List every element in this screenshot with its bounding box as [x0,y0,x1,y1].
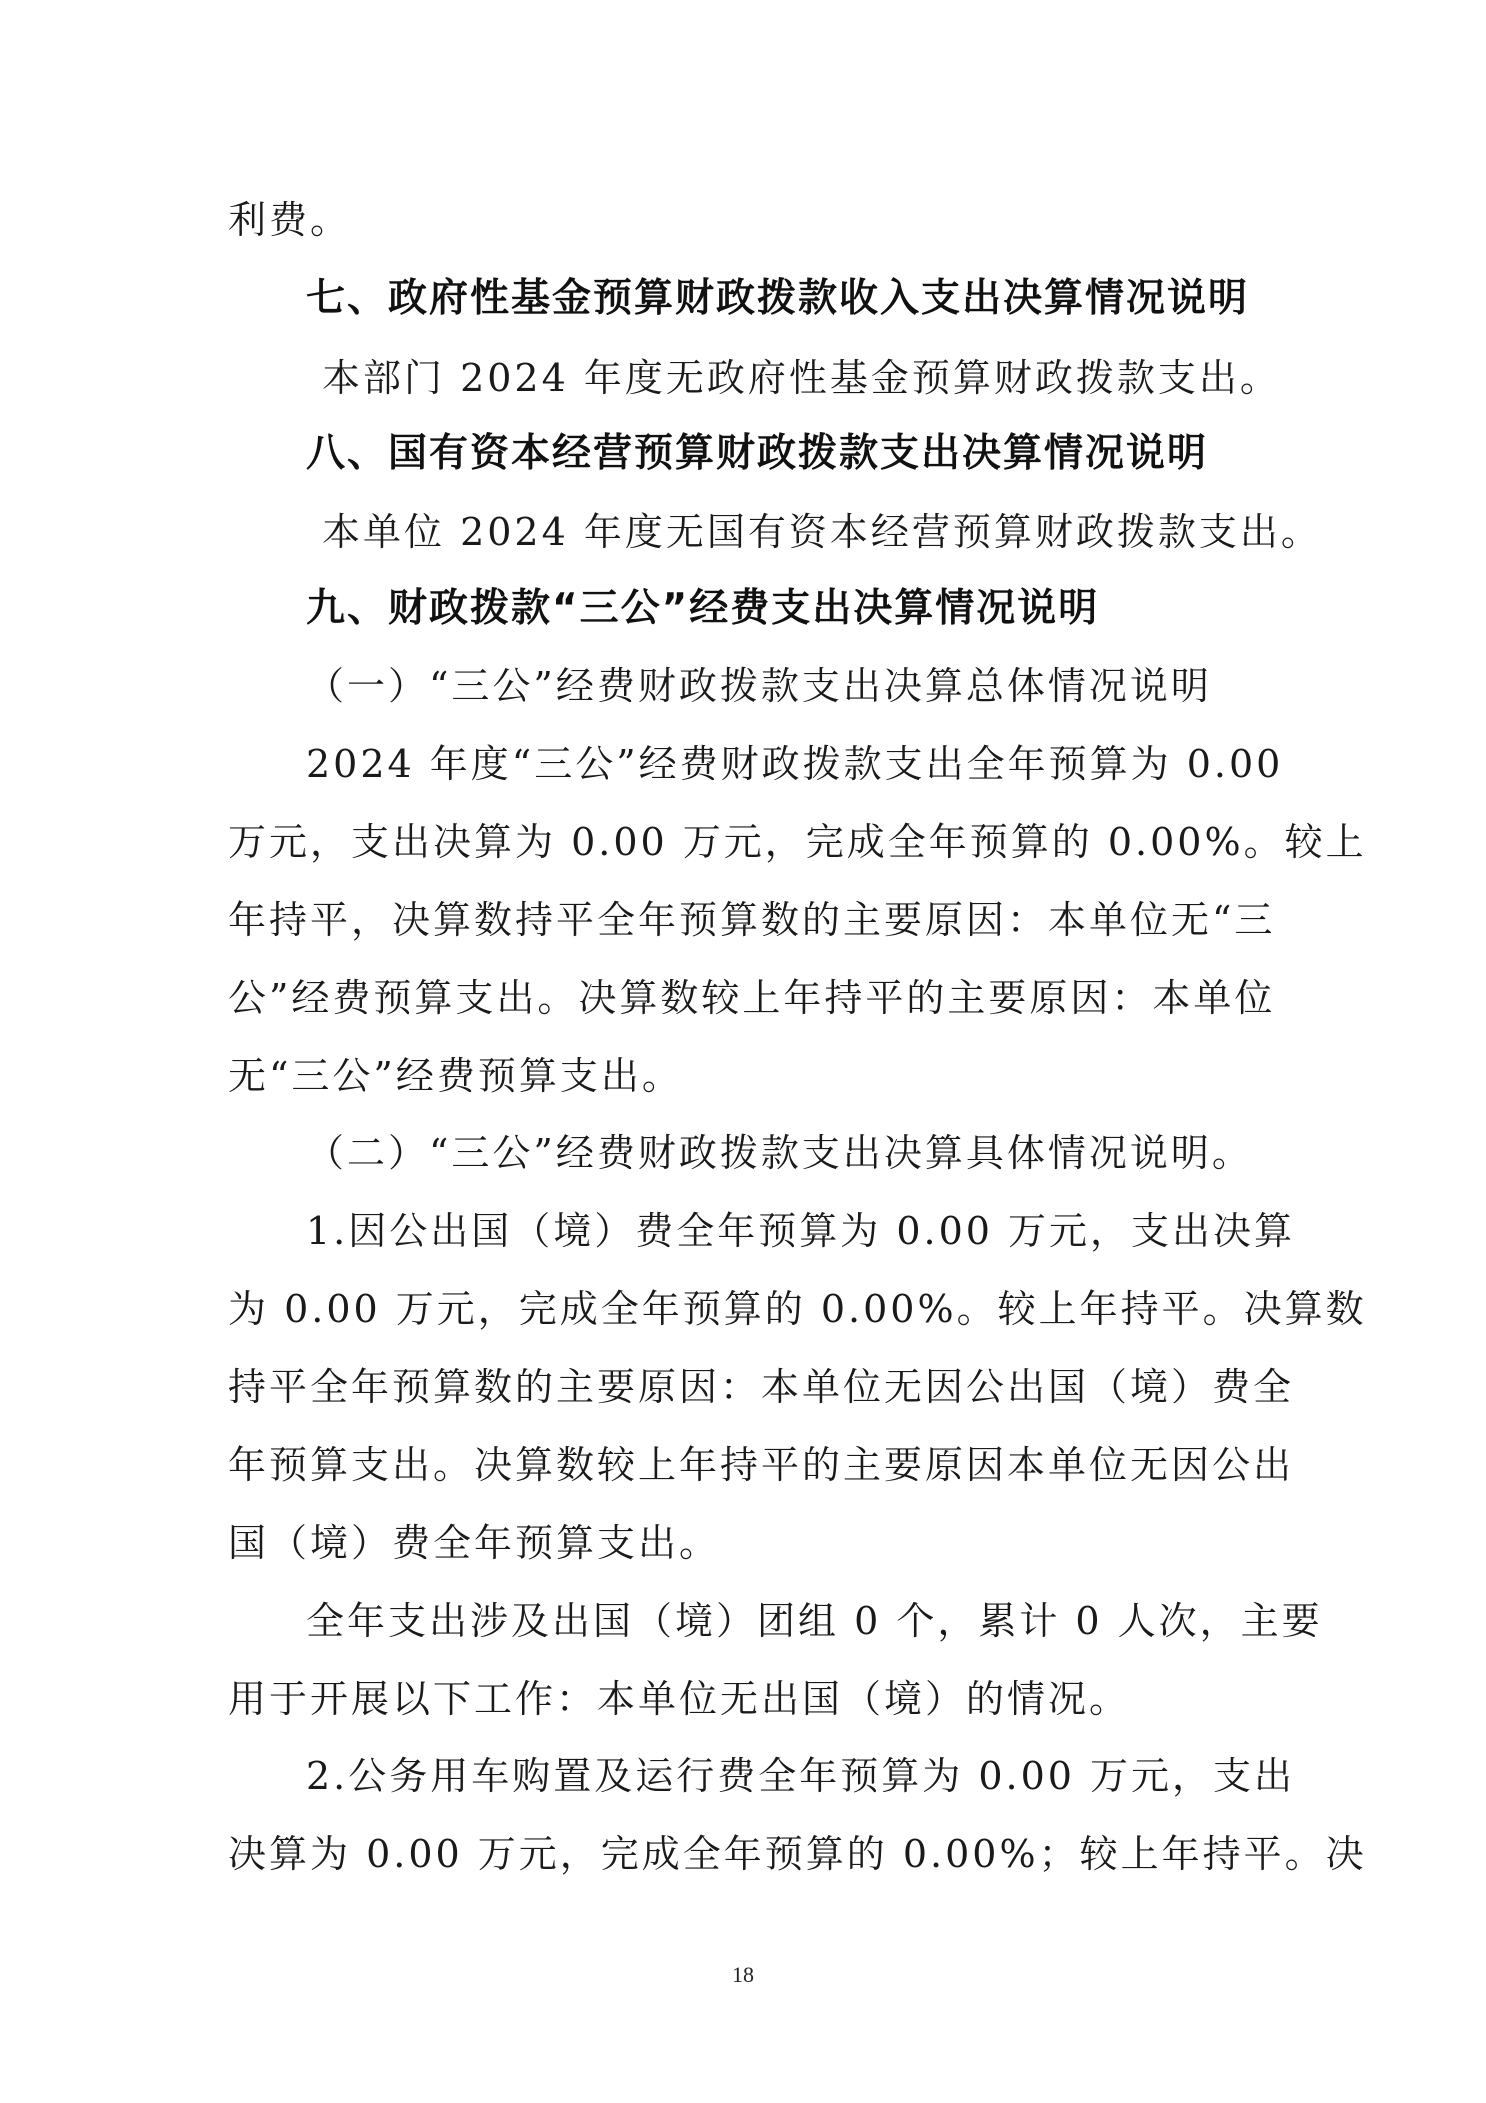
text-line: 全年支出涉及出国（境）团组 0 个，累计 0 人次，主要 [306,1599,1323,1643]
text-line: 年预算支出。决算数较上年持平的主要原因本单位无因公出 [228,1443,1295,1487]
text-line: 持平全年预算数的主要原因：本单位无因公出国（境）费全 [228,1365,1295,1409]
text-line: 国（境）费全年预算支出。 [228,1521,721,1565]
text-line: 2024 年度“三公”经费财政拨款支出全年预算为 0.00 [306,742,1284,786]
text-line: 利费。 [228,198,352,242]
text-line: 本部门 2024 年度无政府性基金预算财政拨款支出。 [322,356,1281,400]
section-heading: 九、财政拨款“三公”经费支出决算情况说明 [306,586,1100,631]
section-heading: 七、政府性基金预算财政拨款收入支出决算情况说明 [306,276,1250,321]
text-line: 年持平，决算数持平全年预算数的主要原因：本单位无“三 [228,898,1276,942]
text-line: 决算为 0.00 万元，完成全年预算的 0.00%；较上年持平。决 [228,1832,1367,1876]
text-line: 本单位 2024 年度无国有资本经营预算财政拨款支出。 [322,510,1322,554]
text-line: 为 0.00 万元，完成全年预算的 0.00%。较上年持平。决算数 [228,1287,1367,1331]
subsection-heading: （二）“三公”经费财政拨款支出决算具体情况说明。 [306,1131,1253,1175]
page-number: 18 [732,1962,754,1987]
text-line: 无“三公”经费预算支出。 [228,1054,683,1098]
subsection-heading: （一）“三公”经费财政拨款支出决算总体情况说明 [306,664,1212,708]
text-line: 公”经费预算支出。决算数较上年持平的主要原因：本单位 [228,976,1276,1020]
text-line: 万元，支出决算为 0.00 万元，完成全年预算的 0.00%。较上 [228,820,1367,864]
text-line: 用于开展以下工作：本单位无出国（境）的情况。 [228,1677,1131,1721]
text-line: 2.公务用车购置及运行费全年预算为 0.00 万元，支出 [306,1754,1296,1798]
text-line: 1.因公出国（境）费全年预算为 0.00 万元，支出决算 [306,1209,1296,1253]
section-heading: 八、国有资本经营预算财政拨款支出决算情况说明 [306,431,1209,476]
